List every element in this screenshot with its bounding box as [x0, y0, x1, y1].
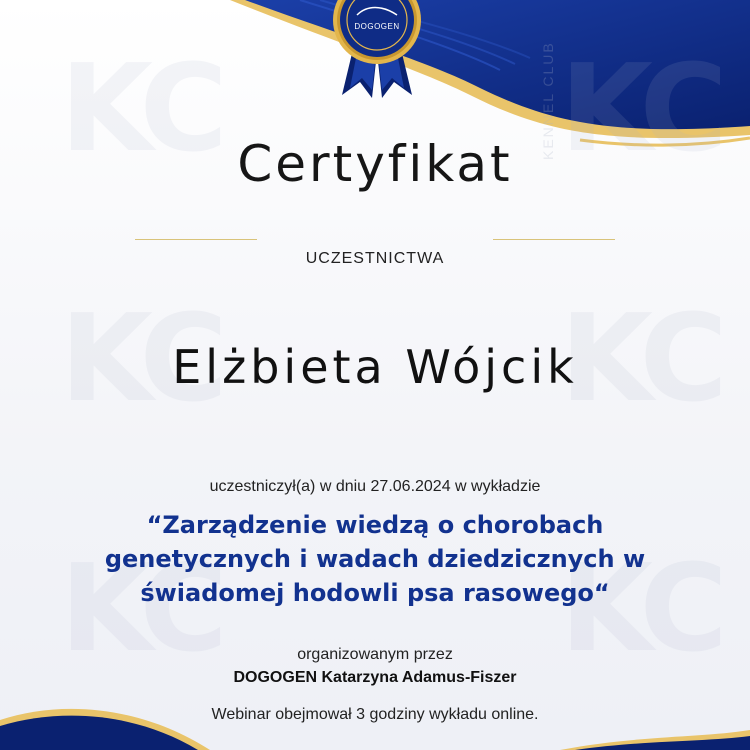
seal-label: DOGOGEN	[354, 22, 400, 31]
gold-divider-left	[135, 239, 257, 240]
recipient-name: Elżbieta Wójcik	[172, 340, 578, 394]
kennel-club-watermark-text: KENNEL CLUB	[540, 41, 556, 160]
gold-divider-right	[493, 239, 615, 240]
kc-watermark-logo: KC	[60, 40, 220, 179]
organizer-name: DOGOGEN Katarzyna Adamus-Fiszer	[233, 669, 517, 686]
certificate-subtitle: UCZESTNICTWA	[305, 250, 445, 267]
dogogen-seal-icon	[322, 0, 432, 100]
participation-line: uczestniczył(a) w dniu 27.06.2024 w wykładzie	[209, 478, 541, 495]
organized-by-label: organizowanym przez	[297, 646, 453, 663]
lecture-title: “Zarządzenie wiedzą o chorobach genetycznych i wadach dziedzicznych w świadomej hodowli psa rasowego“	[104, 511, 646, 607]
kc-watermark-logo: KC	[60, 540, 220, 679]
certificate-title: Certyfikat	[237, 135, 513, 193]
kc-watermark-logo: KC	[560, 40, 720, 179]
kc-watermark-logo: KC	[560, 290, 720, 429]
kc-watermark-logo: KC	[60, 290, 220, 429]
duration-line: Webinar obejmował 3 godziny wykładu online.	[211, 706, 539, 723]
kc-watermark-logo: KC	[560, 540, 720, 679]
